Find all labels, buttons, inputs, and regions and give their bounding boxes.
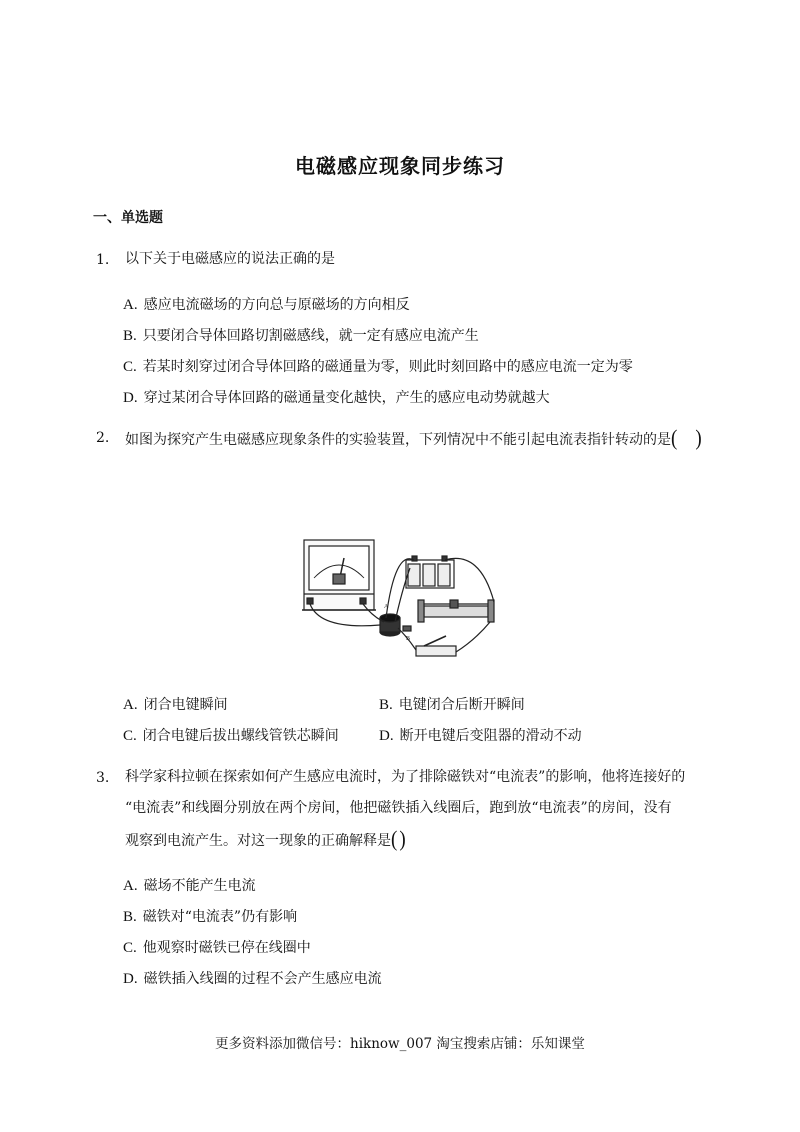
question-2-stem: 如图为探究产生电磁感应现象条件的实验装置，下列情况中不能引起电流表指针转动的是 <box>125 432 671 448</box>
question-1-number: 1. <box>96 252 110 268</box>
option-text: 磁铁对“电流表”仍有影响 <box>142 909 298 925</box>
option-label: D. <box>123 971 138 987</box>
question-1-text: 以下关于电磁感应的说法正确的是 <box>125 251 335 267</box>
question-2-option-c <box>123 725 339 745</box>
question-3-line-3-wrap <box>125 824 725 857</box>
question-3-option-c <box>123 937 311 957</box>
question-3-option-d <box>123 968 382 988</box>
question-2-option-d <box>379 725 582 745</box>
question-3-option-b <box>123 906 297 926</box>
option-text: 磁场不能产生电流 <box>143 878 256 894</box>
option-label: A. <box>123 697 138 713</box>
experiment-apparatus-figure <box>300 530 500 665</box>
option-label: C. <box>123 728 137 744</box>
option-label: B. <box>123 328 137 344</box>
figure-label-a: A <box>384 604 389 610</box>
question-2-option-b <box>379 694 525 714</box>
option-label: A. <box>123 297 138 313</box>
option-text: 只要闭合导体回路切割磁感线，就一定有感应电流产生 <box>142 328 479 344</box>
question-3-number: 3. <box>96 770 110 786</box>
page-title: 电磁感应现象同步练习 <box>295 154 505 178</box>
question-1-option-d <box>123 387 550 407</box>
answer-paren-open: ( <box>671 426 678 451</box>
option-text: 闭合电键瞬间 <box>143 697 228 713</box>
answer-paren-close: ) <box>399 827 406 852</box>
question-3-text <box>125 762 725 857</box>
option-text: 若某时刻穿过闭合导体回路的磁通量为零，则此时刻回路中的感应电流一定为零 <box>142 359 633 375</box>
option-label: A. <box>123 878 138 894</box>
question-1-option-c <box>123 356 633 376</box>
option-label: B. <box>379 697 393 713</box>
option-text: 穿过某闭合导体回路的磁通量变化越快，产生的感应电动势就越大 <box>143 390 550 406</box>
question-1-option-a <box>123 294 410 314</box>
answer-paren-open: ( <box>391 827 398 852</box>
question-2-option-a <box>123 694 228 714</box>
option-text: 感应电流磁场的方向总与原磁场的方向相反 <box>143 297 410 313</box>
option-text: 闭合电键后拔出螺线管铁芯瞬间 <box>142 728 339 744</box>
option-label: C. <box>123 359 137 375</box>
option-label: C. <box>123 940 137 956</box>
question-3-line-1: 科学家科拉顿在探索如何产生感应电流时，为了排除磁铁对“电流表”的影响，他将连接好的 <box>125 769 686 785</box>
question-3-line-3: 观察到电流产生。对这一现象的正确解释是 <box>125 833 391 849</box>
footer-note: 更多资料添加微信号：hiknow_007 淘宝搜索店铺：乐知课堂 <box>215 1036 585 1052</box>
option-label: B. <box>123 909 137 925</box>
option-label: D. <box>123 390 138 406</box>
question-2-number: 2. <box>96 430 110 446</box>
question-2-text <box>125 423 745 456</box>
question-3-option-a <box>123 875 256 895</box>
option-text: 他观察时磁铁已停在线圈中 <box>142 940 311 956</box>
figure-label-b: B <box>406 636 411 642</box>
section-heading: 一、单选题 <box>93 210 163 226</box>
option-text: 断开电键后变阻器的滑动不动 <box>399 728 582 744</box>
question-3-line-2: “电流表”和线圈分别放在两个房间，他把磁铁插入线圈后，跑到放“电流表”的房间，没有 <box>125 800 672 816</box>
question-1-option-b <box>123 325 479 345</box>
option-text: 磁铁插入线圈的过程不会产生感应电流 <box>143 971 382 987</box>
answer-paren-close: ) <box>695 426 702 451</box>
option-text: 电键闭合后断开瞬间 <box>398 697 525 713</box>
option-label: D. <box>379 728 394 744</box>
